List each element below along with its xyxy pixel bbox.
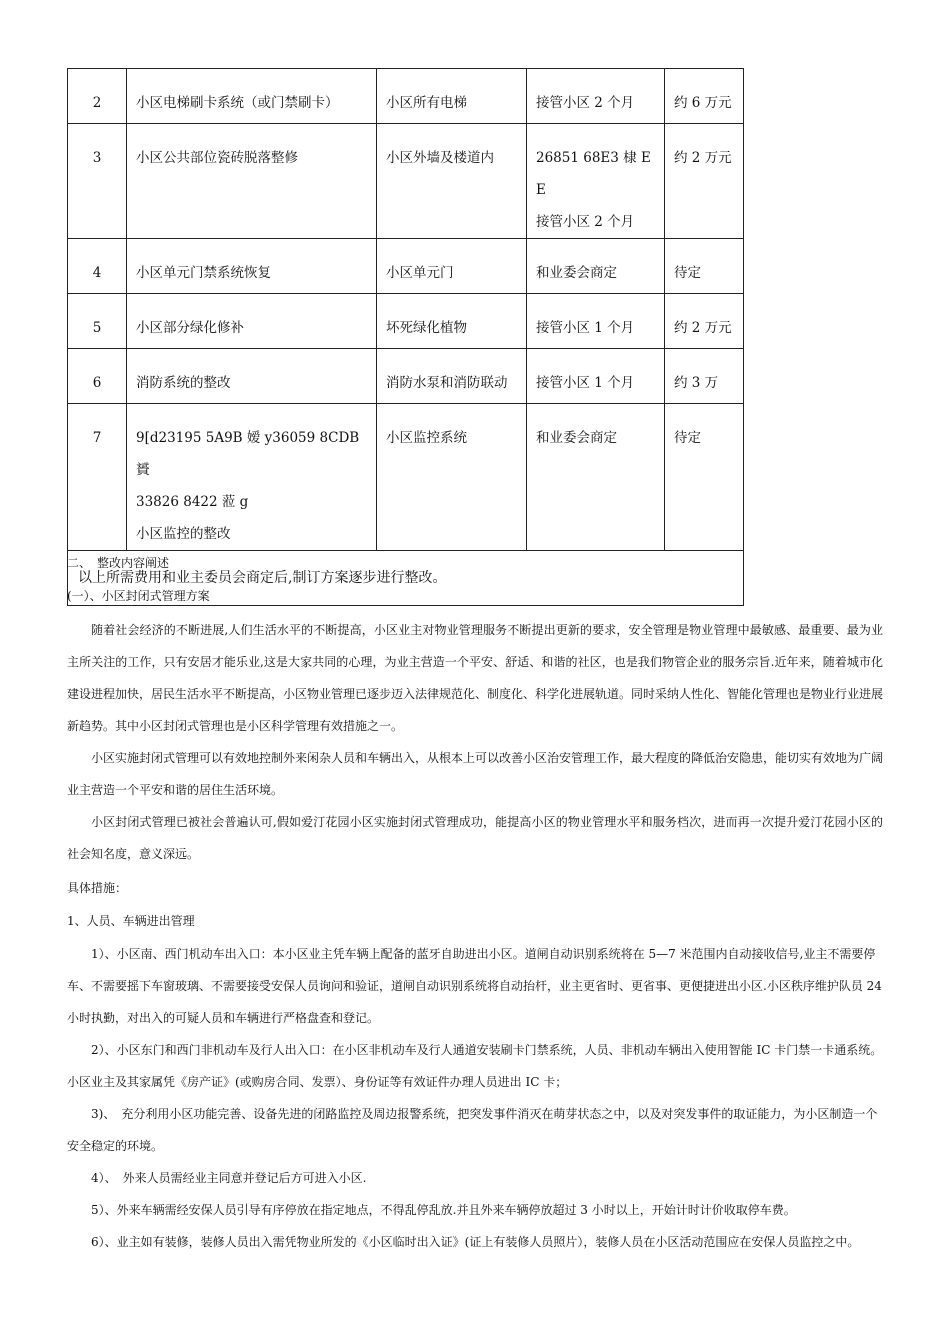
measure-item: 6）、业主如有装修，装修人员出入需凭物业所发的《小区临时出入证》(证上有装修人员照片），装修人员在小区活动范围应在安保人员监控之中。 bbox=[91, 1235, 860, 1249]
cell-number: 2 bbox=[68, 69, 127, 124]
cell-number: 7 bbox=[68, 404, 127, 551]
cell-number: 6 bbox=[68, 349, 127, 404]
table-note: 以上所需费用和业主委员会商定后,制订方案逐步进行整改。 bbox=[68, 551, 744, 606]
cell-line: 9[d23195 5A9B 嫒 y36059 8CDB 贇 bbox=[136, 430, 360, 478]
cell-line: 小区监控的整改 bbox=[136, 526, 231, 542]
cell-cost: 约 6 万元 bbox=[665, 69, 744, 124]
subsection-title: (一）、小区封闭式管理方案 bbox=[67, 589, 210, 603]
cell-line: 和业委会商定 bbox=[536, 265, 617, 281]
cell-cost: 待定 bbox=[665, 239, 744, 294]
measure-item: 4）、 外来人员需经业主同意并登记后方可进入小区. bbox=[91, 1171, 367, 1185]
cell-line: 接管小区 1 个月 bbox=[536, 320, 635, 336]
cell-line: 消防系统的整改 bbox=[136, 375, 231, 391]
cell-cost: 约 2 万元 bbox=[665, 294, 744, 349]
cell-item bbox=[127, 124, 377, 239]
cell-line: 接管小区 2 个月 bbox=[536, 95, 635, 111]
cell-location: 小区单元门 bbox=[377, 239, 527, 294]
measures-title: 具体措施： bbox=[67, 881, 128, 895]
cell-number: 4 bbox=[68, 239, 127, 294]
cell-time bbox=[527, 124, 665, 239]
cell-item bbox=[127, 69, 377, 124]
cell-time bbox=[527, 69, 665, 124]
cell-line: 接管小区 1 个月 bbox=[536, 375, 635, 391]
section-title: 二、 整改内容阐述 bbox=[67, 556, 170, 570]
measure-item: 1）、小区南、西门机动车出入口：本小区业主凭车辆上配备的蓝牙自助进出小区。道闸自动识别系统将在 5—7 米范围内自动接收信号,业主不需要停车、不需要摇下车窗玻璃、不需要接受安保人员询问和验证，道闸自动识别系统将自动抬杆，业主更省时、更省事、更便捷进出小区.小区秩序维护队员 24 小时执勤，对出入的可疑人员和车辆进行严格盘查和登记。 bbox=[67, 947, 882, 1025]
cell-location: 坏死绿化植物 bbox=[377, 294, 527, 349]
cell-location: 小区所有电梯 bbox=[377, 69, 527, 124]
cell-cost: 约 3 万 bbox=[665, 349, 744, 404]
cell-number: 5 bbox=[68, 294, 127, 349]
rectification-table bbox=[67, 68, 744, 606]
measures-list bbox=[67, 938, 883, 1258]
table-row bbox=[68, 69, 744, 124]
cell-item bbox=[127, 294, 377, 349]
paragraph: 小区实施封闭式管理可以有效地控制外来闲杂人员和车辆出入，从根本上可以改善小区治安管理工作，最大程度的降低治安隐患，能切实有效地为广阔业主营造一个平安和谐的居住生活环境。 bbox=[67, 751, 884, 797]
table-row bbox=[68, 124, 744, 239]
paragraph-block bbox=[67, 614, 883, 870]
table-row bbox=[68, 294, 744, 349]
cell-time bbox=[527, 404, 665, 551]
cell-line: 小区公共部位瓷砖脱落整修 bbox=[136, 150, 298, 166]
cell-line: 小区单元门禁系统恢复 bbox=[136, 265, 271, 281]
paragraph: 小区封闭式管理已被社会普遍认可,假如爱汀花园小区实施封闭式管理成功，能提高小区的物业管理水平和服务档次，进而再一次提升爱汀花园小区的社会知名度，意义深远。 bbox=[67, 815, 883, 861]
cell-location: 小区监控系统 bbox=[377, 404, 527, 551]
paragraph: 随着社会经济的不断进展,人们生活水平的不断提高，小区业主对物业管理服务不断提出更新的要求，安全管理是物业管理中最敏感、最重要、最为业主所关注的工作，只有安居才能乐业,这是大家共同的心理，为业主营造一个平安、舒适、和谐的社区，也是我们物管企业的服务宗旨.近年来，随着城市化建设进程加快，居民生活水平不断提高，小区物业管理已逐步迈入法律规范化、制度化、科学化进展轨道。同时采纳人性化、智能化管理也是物业行业进展新趋势。其中小区封闭式管理也是小区科学管理有效措施之一。 bbox=[67, 623, 884, 733]
cell-location: 消防水泵和消防联动 bbox=[377, 349, 527, 404]
cell-line: 小区电梯刷卡系统（或门禁刷卡） bbox=[136, 95, 339, 111]
cell-line: 26851 68E3 棣 E bbox=[536, 150, 651, 166]
cell-time bbox=[527, 349, 665, 404]
measure-item: 2）、小区东门和西门非机动车及行人出入口：在小区非机动车及行人通道安装刷卡门禁系统，人员、非机动车辆出入使用智能 IC 卡门禁一卡通系统。小区业主及其家属凭《房产证》(或购房合同、发票）、身份证等有效证件办理人员进出 IC 卡； bbox=[67, 1043, 883, 1089]
measure-item: 3)、 充分利用小区功能完善、设备先进的闭路监控及周边报警系统，把突发事件消灭在萌芽状态之中，以及对突发事件的取证能力，为小区制造一个安全稳定的环境。 bbox=[67, 1107, 878, 1153]
cell-line: 和业委会商定 bbox=[536, 430, 617, 446]
cell-cost: 待定 bbox=[665, 404, 744, 551]
measure-item: 5）、外来车辆需经安保人员引导有序停放在指定地点，不得乱停乱放.并且外来车辆停放超过 3 小时以上，开始计时计价收取停车费。 bbox=[91, 1203, 796, 1217]
cell-line: 接管小区 2 个月 bbox=[536, 214, 635, 230]
cell-item bbox=[127, 349, 377, 404]
cell-time bbox=[527, 294, 665, 349]
cell-line: 小区部分绿化修补 bbox=[136, 320, 244, 336]
table-row bbox=[68, 404, 744, 551]
cell-location: 小区外墙及楼道内 bbox=[377, 124, 527, 239]
cell-cost: 约 2 万元 bbox=[665, 124, 744, 239]
cell-item bbox=[127, 239, 377, 294]
measure-1-title: 1、人员、车辆进出管理 bbox=[67, 914, 195, 928]
cell-item bbox=[127, 404, 377, 551]
table-row bbox=[68, 349, 744, 404]
cell-time bbox=[527, 239, 665, 294]
table-row bbox=[68, 239, 744, 294]
cell-line: E bbox=[536, 182, 546, 198]
cell-number: 3 bbox=[68, 124, 127, 239]
cell-line: 33826 8422 蒞 g bbox=[136, 494, 249, 510]
